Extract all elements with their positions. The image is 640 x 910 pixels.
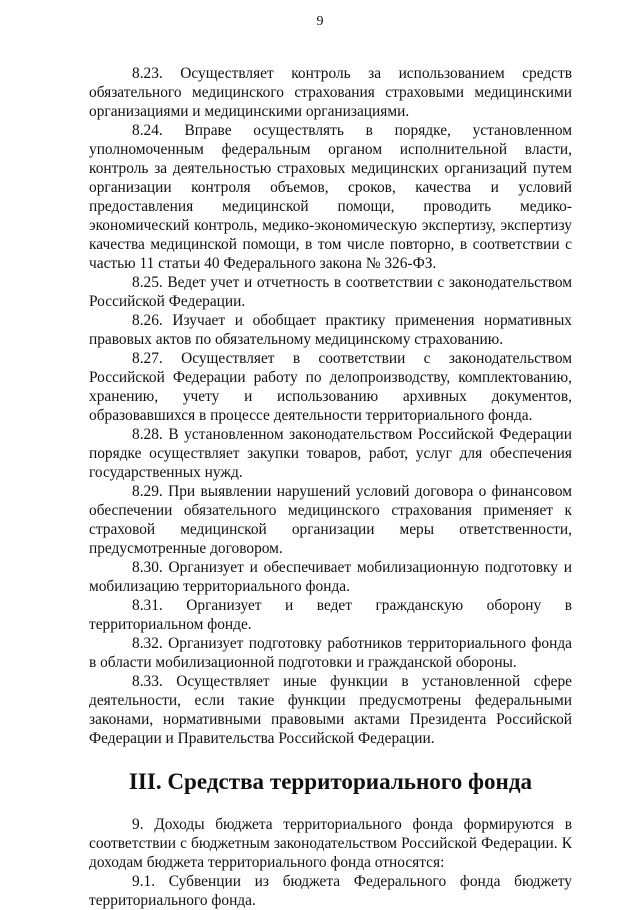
paragraph-8-32: 8.32. Организует подготовку работников территориального фонда в области мобилизационной подготовки и гражданской обороны.	[89, 635, 572, 671]
paragraph-8-31: 8.31. Организует и ведет гражданскую оборону в территориальном фонде.	[89, 597, 572, 633]
section-heading: III. Средства территориального фонда	[128, 768, 533, 794]
paragraph-8-23: 8.23. Осуществляет контроль за использованием средств обязательного медицинского страхования страховыми медицинскими организациями и медицинскими организациями.	[89, 65, 572, 120]
paragraph-8-24: 8.24. Вправе осуществлять в порядке, установленном уполномоченным федеральным органом исполнительной власти, контроль за деятельностью страховых медицинских организаций путем организации контроля объемов, сроков, качества и условий предоставления медицинской помощи, проводить медико-экономический контроль, медико-экономическую экспертизу, экспертизу качества медицинской помощи, в том числе повторно, в соответствии с частью 11 статьи 40 Федерального закона № 326-ФЗ.	[89, 122, 572, 272]
document-body	[89, 64, 572, 910]
paragraph-8-26: 8.26. Изучает и обобщает практику применения нормативных правовых актов по обязательному медицинскому страхованию.	[89, 312, 572, 348]
paragraph-8-28: 8.28. В установленном законодательством Российской Федерации порядке осуществляет закупки товаров, работ, услуг для обеспечения государственных нужд.	[89, 426, 572, 481]
paragraph-8-27: 8.27. Осуществляет в соответствии с законодательством Российской Федерации работу по делопроизводству, комплектованию, хранению, учету и использованию архивных документов, образовавшихся в процессе деятельности территориального фонда.	[89, 350, 572, 424]
paragraph-8-30: 8.30. Организует и обеспечивает мобилизационную подготовку и мобилизацию территориального фонда.	[89, 559, 572, 595]
paragraph-9-1: 9.1. Субвенции из бюджета Федерального фонда бюджету территориального фонда.	[89, 873, 572, 909]
paragraph-9: 9. Доходы бюджета территориального фонда формируются в соответствии с бюджетным законодательством Российской Федерации. К доходам бюджета территориального фонда относятся:	[89, 816, 572, 871]
page-number: 9	[316, 14, 324, 29]
paragraph-8-25: 8.25. Ведет учет и отчетность в соответствии с законодательством Российской Федерации.	[89, 274, 572, 310]
paragraph-8-29: 8.29. При выявлении нарушений условий договора о финансовом обеспечении обязательного медицинского страхования применяет к страховой медицинской организации меры ответственности, предусмотренные договором.	[89, 483, 572, 557]
paragraph-8-33: 8.33. Осуществляет иные функции в установленной сфере деятельности, если такие функции предусмотрены федеральными законами, нормативными правовыми актами Президента Российской Федерации и Правительства Российской Федерации.	[89, 673, 572, 747]
